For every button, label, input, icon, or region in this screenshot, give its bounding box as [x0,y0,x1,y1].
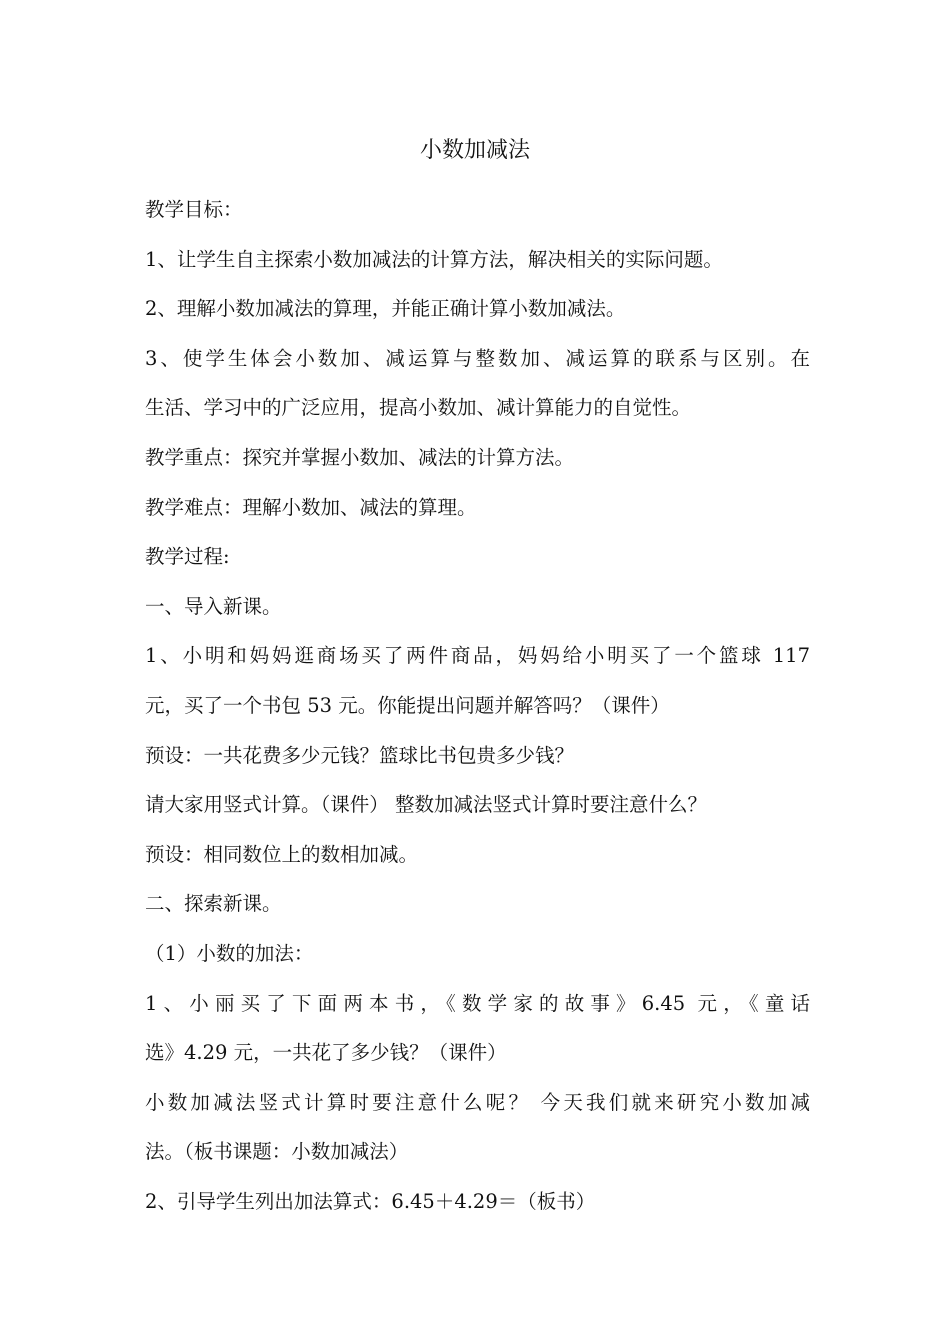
paragraph-line: 生活、学习中的广泛应用，提高小数加、减计算能力的自觉性。 [145,396,692,420]
paragraph-line: 教学难点：理解小数加、减法的算理。 [145,495,477,519]
paragraph-line: 选》4.29 元，一共花了多少钱？（课件） [145,1041,507,1065]
paragraph-line: 元，买了一个书包 53 元。你能提出问题并解答吗？（课件） [145,693,670,717]
document-body [145,185,810,1226]
paragraph-line: 1、让学生自主探索小数加减法的计算方法，解决相关的实际问题。 [145,247,723,271]
paragraph-line: 1、小丽买了下面两本书，《数学家的故事》6.45 元，《童话 [145,991,810,1015]
paragraph-line: 教学过程: [145,545,230,569]
paragraph-line: （1）小数的加法： [145,941,314,965]
paragraph-line: 二、探索新课。 [145,892,282,916]
paragraph-line: 教学重点：探究并掌握小数加、减法的计算方法。 [145,445,575,469]
paragraph-line: 预设：一共花费多少元钱？篮球比书包贵多少钱？ [145,743,575,767]
paragraph-line: 2、理解小数加减法的算理，并能正确计算小数加减法。 [145,297,626,321]
paragraph-line: 法。（板书课题：小数加减法） [145,1140,409,1164]
paragraph-line: 3、使学生体会小数加、减运算与整数加、减运算的联系与区别。在 [145,346,810,370]
document-title: 小数加减法 [419,138,530,163]
paragraph-line: 请大家用竖式计算。（课件） 整数加减法竖式计算时要注意什么？ [145,793,707,817]
paragraph-line: 2、引导学生列出加法算式：6.45＋4.29＝（板书） [145,1189,596,1213]
paragraph-line: 预设：相同数位上的数相加减。 [145,842,419,866]
paragraph-line: 一、导入新课。 [145,594,282,618]
paragraph-line: 小数加减法竖式计算时要注意什么呢？ 今天我们就来研究小数加减 [145,1090,810,1114]
paragraph-line: 1、小明和妈妈逛商场买了两件商品，妈妈给小明买了一个篮球 117 [145,644,810,668]
paragraph-line: 教学目标： [145,198,243,221]
